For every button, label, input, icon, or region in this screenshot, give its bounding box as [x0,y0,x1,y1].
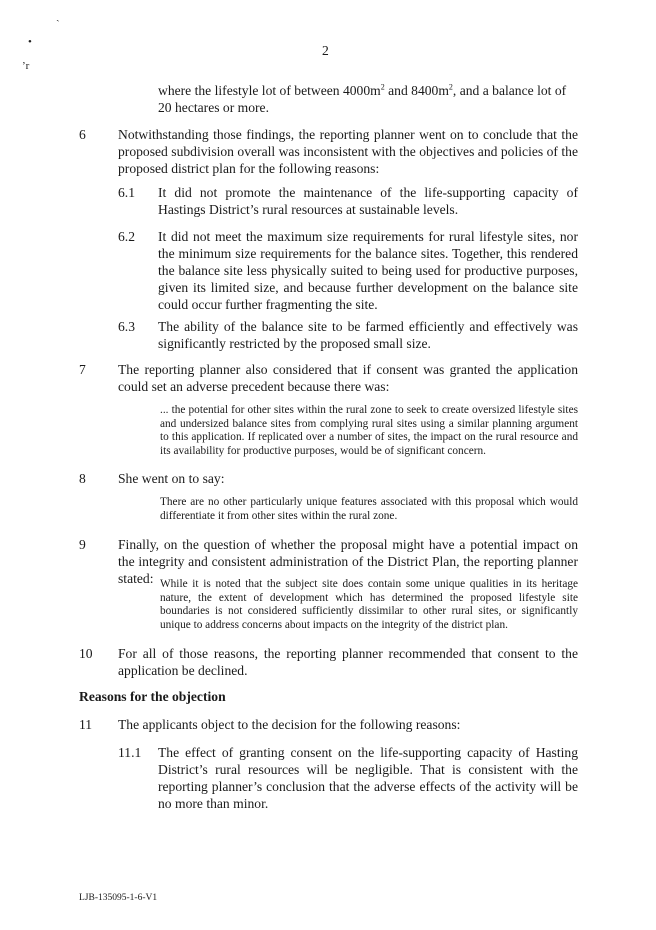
margin-mark: • [28,36,32,48]
paragraph-number: 9 [79,537,86,552]
margin-mark: ˎ [56,10,60,22]
document-reference: LJB-135095-1-6-V1 [79,893,158,903]
subparagraph-number: 6.2 [118,229,135,244]
block-quote: While it is noted that the subject site does contain some unique qualities in its heritage nature, the extent of development which has determined the proposed lifestyle site boundaries is not considered sufficiently dissimilar to other rural sites, or significantly unique to address concerns about impacts on the integrity of the district plan. [160,578,578,631]
paragraph-text: The applicants object to the decision for the following reasons: [118,717,461,732]
section-heading: Reasons for the objection [79,689,226,704]
intro-text: where the lifestyle lot of between $4000m^2$ and $8400m^2$, and a balance lot of 20 hectares or more. [158,82,567,115]
paragraph-number: 8 [79,471,86,486]
page-number: 2 [322,43,329,58]
paragraph-number: 7 [79,362,86,377]
subparagraph-text: It did not promote the maintenance of the life-supporting capacity of Hastings District’s rural resources at sustainable levels. [158,185,578,217]
paragraph-text: The reporting planner also considered that if consent was granted the application could set an adverse precedent because there was: [118,362,578,394]
subparagraph-text: The ability of the balance site to be farmed efficiently and effectively was significantly restricted by the proposed small size. [158,319,578,351]
subparagraph-text: The effect of granting consent on the life-supporting capacity of Hasting District’s rural resources will be negligible. That is consistent with the reporting planner’s conclusion that the adverse effects of the activity will be no more than minor. [158,745,578,811]
block-quote: There are no other particularly unique features associated with this proposal which would differentiate it from other sites within the rural zone. [160,496,578,522]
block-quote: ... the potential for other sites within the rural zone to seek to create oversized lifestyle sites and undersized balance sites from complying rural sites using a similar planning argument to this application. If replicated over a number of sites, the impact on the rural resource and its availability for productive purposes, would be of significant concern. [160,404,578,457]
margin-mark: ’r [22,60,30,72]
paragraph-number: 10 [79,646,93,661]
subparagraph-number: 6.3 [118,319,135,334]
subparagraph-number: 6.1 [118,185,135,200]
paragraph-number: 11 [79,717,93,732]
paragraph-text: She went on to say: [118,471,225,486]
paragraph-text: Notwithstanding those findings, the reporting planner went on to conclude that the proposed subdivision overall was inconsistent with the objectives and policies of the proposed district plan for the following reasons: [118,127,578,176]
subparagraph-text: It did not meet the maximum size requirements for rural lifestyle sites, nor the minimum size requirements for the balance sites. Together, this rendered the balance site less physically suited to being used for productive purposes, given its limited size, and because further development on the balance site could occur further fragmenting the site. [158,229,578,312]
paragraph-text: Finally, on the question of whether the proposal might have a potential impact on the integrity and consistent administration of the District Plan, the reporting planner stated: [118,537,578,586]
paragraph-number: 6 [79,127,86,142]
subparagraph-number: 11.1 [118,745,142,760]
paragraph-text: For all of those reasons, the reporting planner recommended that consent to the application be declined. [118,646,578,678]
